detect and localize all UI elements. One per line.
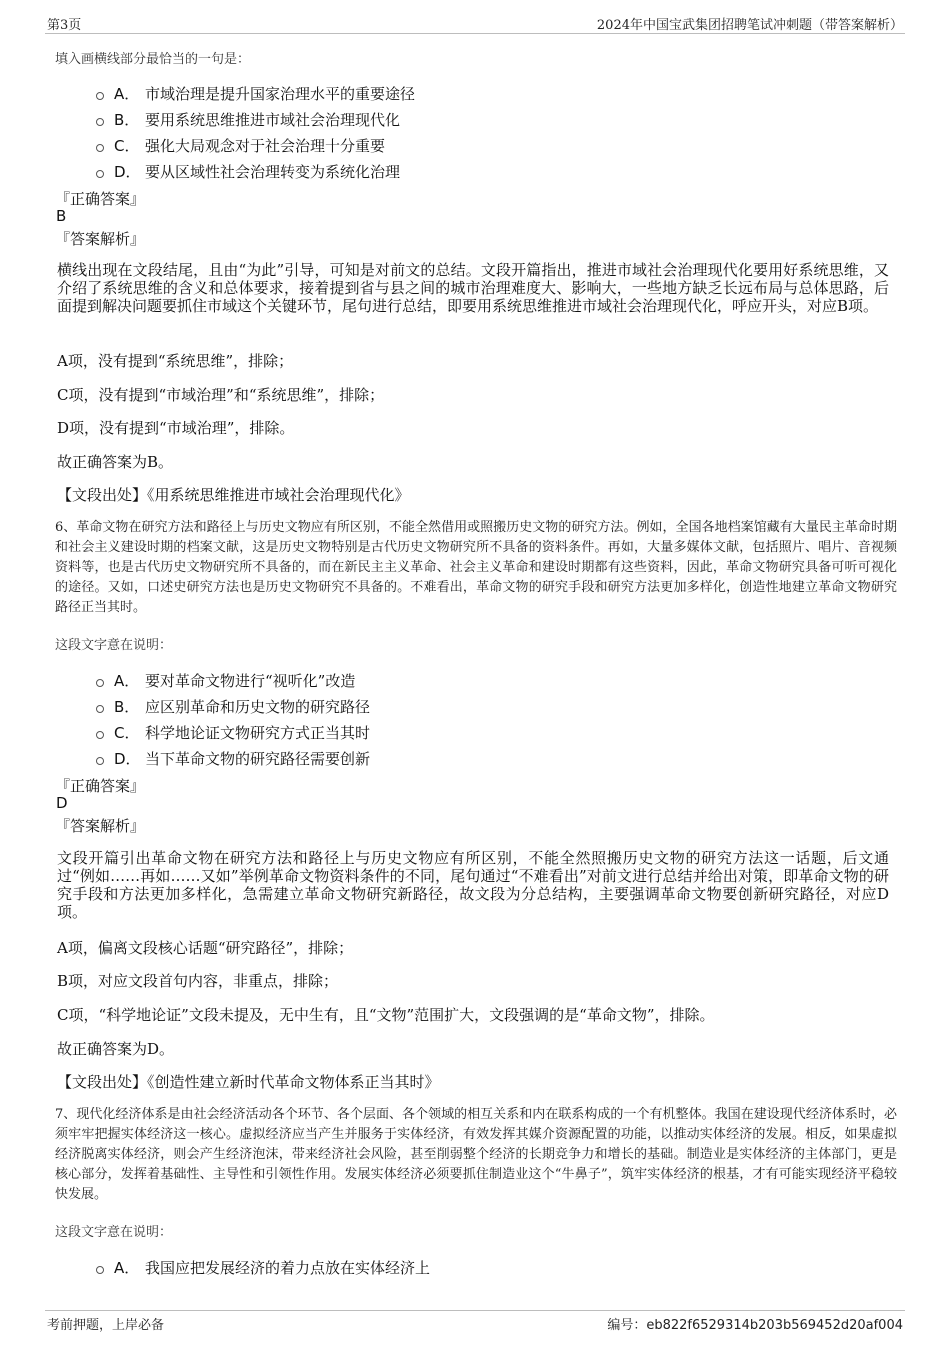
option-letter: A． xyxy=(114,1259,140,1277)
q6-note-c: C项，“科学地论证”文段未提及，无中生有，且“文物”范围扩大，文段强调的是“革命文物”，排除。 xyxy=(57,1006,715,1024)
option-text: 强化大局观念对于社会治理十分重要 xyxy=(145,137,386,155)
page-number: 第3页 xyxy=(47,18,82,33)
option-text: 要用系统思维推进市域社会治理现代化 xyxy=(145,111,401,129)
q6-answer-label: 『正确答案』 xyxy=(55,777,146,795)
option-letter: A． xyxy=(114,85,140,103)
option-text: 当下革命文物的研究路径需要创新 xyxy=(145,750,371,768)
option-letter: D． xyxy=(114,750,141,768)
q5-note-d: D项，没有提到“市域治理”，排除。 xyxy=(57,419,295,437)
option-letter: B． xyxy=(114,111,140,129)
option-text: 我国应把发展经济的着力点放在实体经济上 xyxy=(145,1259,431,1277)
option-letter: A． xyxy=(114,672,140,690)
option-text: 要对革命文物进行“视听化”改造 xyxy=(145,672,356,690)
q5-analysis: 横线出现在文段结尾，且由“为此”引导，可知是对前文的总结。文段开篇指出，推进市域社会治理现代化要用好系统思维，又介绍了系统思维的含义和总体要求，接着提到省与县之间的城市治理难度大、影响大，一些地方缺乏长远布局与总体思路，后面提到解决问题要抓住市域这个关键环节，尾句进行总结，即要用系统思维推进市域社会治理现代化，呼应开头，对应B项。 xyxy=(57,261,889,315)
q5-conclusion: 故正确答案为B。 xyxy=(57,453,174,471)
radio-icon[interactable] xyxy=(96,679,104,687)
document-title: 2024年中国宝武集团招聘笔试冲刺题（带答案解析） xyxy=(596,18,903,33)
q5-prompt: 填入画横线部分最恰当的一句是： xyxy=(55,52,251,67)
q7-stem: 7、现代化经济体系是由社会经济活动各个环节、各个层面、各个领域的相互关系和内在联系构成的一个有机整体。我国在建设现代经济体系时，必须牢牢把握实体经济这一核心。虚拟经济应当产生并服务于实体经济，有效发挥其媒介资源配置的功能，以推动实体经济的发展。相反，如果虚拟经济脱离实体经济，则会产生经济泡沫，带来经济社会风险，甚至削弱整个经济的长期竞争力和增长的基础。制造业是实体经济的主体部门，更是核心部分，发挥着基础性、主导性和引领性作用。发展实体经济必须要抓住制造业这个“牛鼻子”，筑牢实体经济的根基，才有可能实现经济平稳较快发展。 xyxy=(55,1107,897,1202)
q6-note-a: A项，偏离文段核心话题“研究路径”，排除； xyxy=(57,939,354,957)
q5-note-a: A项，没有提到“系统思维”，排除； xyxy=(57,352,294,370)
q5-source: 【文段出处】《用系统思维推进市域社会治理现代化》 xyxy=(57,486,410,504)
q5-analysis-label: 『答案解析』 xyxy=(55,230,146,248)
radio-icon[interactable] xyxy=(96,705,104,713)
footer-slogan: 考前押题，上岸必备 xyxy=(47,1318,165,1333)
option-letter: C． xyxy=(114,724,140,742)
header-divider xyxy=(45,33,905,34)
q6-source: 【文段出处】《创造性建立新时代革命文物体系正当其时》 xyxy=(57,1073,440,1091)
radio-icon[interactable] xyxy=(96,731,104,739)
radio-icon[interactable] xyxy=(96,118,104,126)
option-text: 要从区域性社会治理转变为系统化治理 xyxy=(145,163,401,181)
document-code xyxy=(607,1314,903,1333)
q6-prompt: 这段文字意在说明： xyxy=(55,638,173,653)
radio-icon[interactable] xyxy=(96,170,104,178)
q7-prompt: 这段文字意在说明： xyxy=(55,1225,173,1240)
option-letter: B． xyxy=(114,698,140,716)
q6-answer: D xyxy=(56,794,68,812)
document-code-value: eb822f6529314b203b569452d20af004 xyxy=(646,1318,903,1333)
q5-answer-label: 『正确答案』 xyxy=(55,190,146,208)
option-letter: C． xyxy=(114,137,140,155)
option-letter: D． xyxy=(114,163,141,181)
q6-analysis-label: 『答案解析』 xyxy=(55,817,146,835)
radio-icon[interactable] xyxy=(96,144,104,152)
radio-icon[interactable] xyxy=(96,92,104,100)
q6-conclusion: 故正确答案为D。 xyxy=(57,1040,175,1058)
q5-answer: B xyxy=(56,207,67,225)
radio-icon[interactable] xyxy=(96,757,104,765)
footer-divider xyxy=(45,1310,905,1311)
document-code-label: 编号： xyxy=(607,1318,647,1333)
option-text: 应区别革命和历史文物的研究路径 xyxy=(145,698,371,716)
q5-note-c: C项，没有提到“市域治理”和“系统思维”，排除； xyxy=(57,386,385,404)
option-text: 科学地论证文物研究方式正当其时 xyxy=(145,724,371,742)
radio-icon[interactable] xyxy=(96,1266,104,1274)
q6-note-b: B项，对应文段首句内容，非重点，排除； xyxy=(57,972,339,990)
q6-analysis: 文段开篇引出革命文物在研究方法和路径上与历史文物应有所区别，不能全然照搬历史文物的研究方法这一话题，后文通过“例如……再如……又如”举例革命文物资料条件的不同，尾句通过“不难看出”对前文进行总结并给出对策，即革命文物的研究手段和方法更加多样化，急需建立革命文物研究新路径，故文段为分总结构，主要强调革命文物要创新研究路径，对应D项。 xyxy=(57,849,889,921)
q6-stem: 6、革命文物在研究方法和路径上与历史文物应有所区别，不能全然借用或照搬历史文物的研究方法。例如，全国各地档案馆藏有大量民主革命时期和社会主义建设时期的档案文献，这是历史文物特别是古代历史文物研究所不具备的资料条件。再如，大量多媒体文献，包括照片、唱片、音视频资料等，也是古代历史文物研究所不具备的，而在新民主主义革命、社会主义革命和建设时期都有这些资料，因此，革命文物研究具备可听可视化的途径。又如，口述史研究方法也是历史文物研究不具备的。不难看出，革命文物的研究手段和研究方法更加多样化，创造性地建立革命文物研究路径正当其时。 xyxy=(55,520,897,615)
option-text: 市域治理是提升国家治理水平的重要途径 xyxy=(145,85,416,103)
